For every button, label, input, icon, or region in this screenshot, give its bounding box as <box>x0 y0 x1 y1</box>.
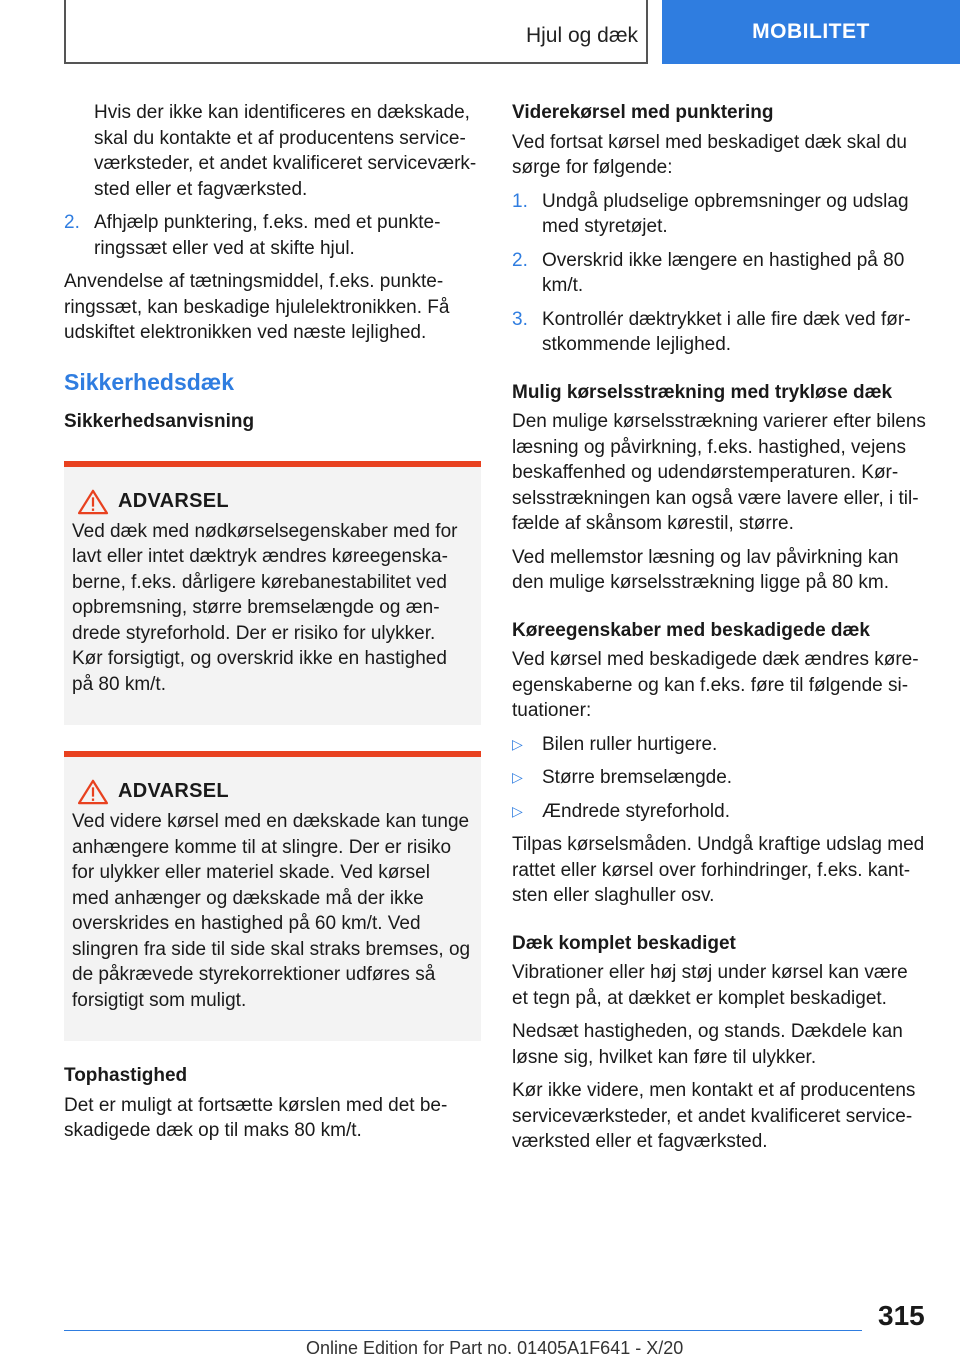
list-item-number: 2. <box>64 212 80 233</box>
warning-box <box>64 461 481 726</box>
list-item-text: Overskrid ikke længere en hastighed på 80 km/t. <box>542 249 905 296</box>
top-speed-heading: Tophastighed <box>64 1065 188 1086</box>
range-heading: Mulig kørselsstrækning med trykløse dæk <box>512 381 893 403</box>
list-item-text: Kontrollér dæktrykket i alle fire dæk ved førstkommende lejlighed. <box>542 308 911 355</box>
range-text: Den mulige kørselsstrækning varierer efter bilens læsning og påvirkning, f.eks. hastighed, vejens beskaffenhed og udendørstemperaturen. Kørselsstrækningen kan også være lavere eller, i tilfælde af skånsom kørestil, større. <box>512 411 926 534</box>
header-section-title: Hjul og dæk <box>525 24 638 47</box>
page-number: 315 <box>878 1300 925 1331</box>
list-item <box>512 765 928 791</box>
range-text: Ved mellemstor læsning og lav påvirkning kan den mulige kørselsstrækning ligge på 80 km. <box>512 546 899 593</box>
damaged-tire-text: Nedsæt hastigheden, og stands. Dækdele kan løsne sig, hvilket kan føre til ulykker. <box>512 1021 903 1068</box>
triangle-right-icon: ▷ <box>512 735 523 752</box>
list-item <box>64 210 481 261</box>
list-item <box>512 799 928 825</box>
intro-paragraph: Hvis der ikke kan identificeres en dækskade, skal du kontakte et af producentens serviceværksteder, et andet kvalificeret serviceværksted eller et fagværksted. <box>94 102 477 200</box>
list-item-text: Bilen ruller hurtigere. <box>542 733 718 755</box>
list-item-number: 2. <box>512 249 528 271</box>
handling-text: Tilpas kørselsmåden. Undgå kraftige udslag med rattet eller kørsel over forhindringer, f.eks. kantsten eller slaghuller osv. <box>512 834 925 906</box>
footer-divider <box>64 1330 862 1331</box>
triangle-right-icon: ▷ <box>512 802 523 819</box>
warning-header <box>72 779 471 805</box>
handling-intro: Ved kørsel med beskadigede dæk ændres køreegenskaberne og kan f.eks. føre til følgende situationer: <box>512 649 919 721</box>
list-item-number: 3. <box>512 308 528 330</box>
puncture-intro: Ved fortsat kørsel med beskadiget dæk skal du sørge for følgende: <box>512 131 907 178</box>
list-item <box>512 307 928 358</box>
damaged-tire-text: Kør ikke videre, men kontakt et af producentens serviceværksteder, et andet kvalificeret serviceværksted eller et fagværksted. <box>512 1080 916 1152</box>
puncture-heading: Viderekørsel med punktering <box>512 102 774 123</box>
right-column <box>512 100 928 1163</box>
handling-heading: Køreegenskaber med beskadigede dæk <box>512 619 870 641</box>
top-speed-text: Det er muligt at fortsætte kørslen med det beskadigede dæk op til maks 80 km/t. <box>64 1094 448 1141</box>
triangle-right-icon: ▷ <box>512 769 523 785</box>
left-column <box>64 100 481 1152</box>
list-item <box>512 248 928 299</box>
warning-box <box>64 751 481 1041</box>
warning-header <box>72 489 471 515</box>
warning-title: ADVARSEL <box>118 489 229 512</box>
list-item-text: Undgå pludselige opbremsninger og udslag med styretøjet. <box>542 190 909 237</box>
list-item <box>512 732 928 758</box>
usage-paragraph: Anvendelse af tætningsmiddel, f.eks. punkteringssæt, kan beskadige hjulelektronikken. Få udskiftet elektronikken ved næste lejlighed. <box>64 271 450 343</box>
header-chapter-tab: MOBILITET <box>662 0 960 64</box>
list-item-text: Afhjælp punktering, f.eks. med et punkteringssæt eller ved at skifte hjul. <box>94 212 441 259</box>
footer-edition-text: Online Edition for Part no. 01405A1F641 - X/20 <box>306 1338 684 1358</box>
damaged-tire-heading: Dæk komplet beskadiget <box>512 932 736 954</box>
list-item-text: Større bremselængde. <box>542 767 733 788</box>
damaged-tire-text: Vibrationer eller høj støj under kørsel kan være et tegn på, at dækket er komplet beskadiget. <box>512 962 908 1009</box>
list-item <box>512 189 928 240</box>
section-title: Sikkerhedsdæk <box>64 368 235 395</box>
safety-subheading: Sikkerhedsanvisning <box>64 411 255 432</box>
list-item-text: Ændrede styreforhold. <box>542 800 730 822</box>
list-item-number: 1. <box>512 190 528 212</box>
warning-title: ADVARSEL <box>118 780 229 803</box>
warning-triangle-icon <box>76 779 110 805</box>
warning-text: Ved dæk med nødkørselsegenskaber med for lavt eller intet dæktryk ændres køreegenskaberne, f.eks. dårligere kørebanestabilitet ved opbremsning, større bremselængde og ændrede styreforhold. Der er risiko for ulykker. Kør forsigtigt, og overskrid ikke en hastighed på 80 km/t. <box>72 520 458 695</box>
warning-triangle-icon <box>76 489 110 515</box>
warning-text: Ved videre kørsel med en dækskade kan tunge anhængere komme til at slingre. Der er risiko for ulykker eller materiel skade. Ved kørsel med anhænger og dækskade må der ikke overskrides en hastighed på 60 km/t. Ved slingren fra side til side skal straks bremses, og de påkrævede styrekorrektioner udføres så forsigtigt som muligt. <box>72 811 471 1011</box>
